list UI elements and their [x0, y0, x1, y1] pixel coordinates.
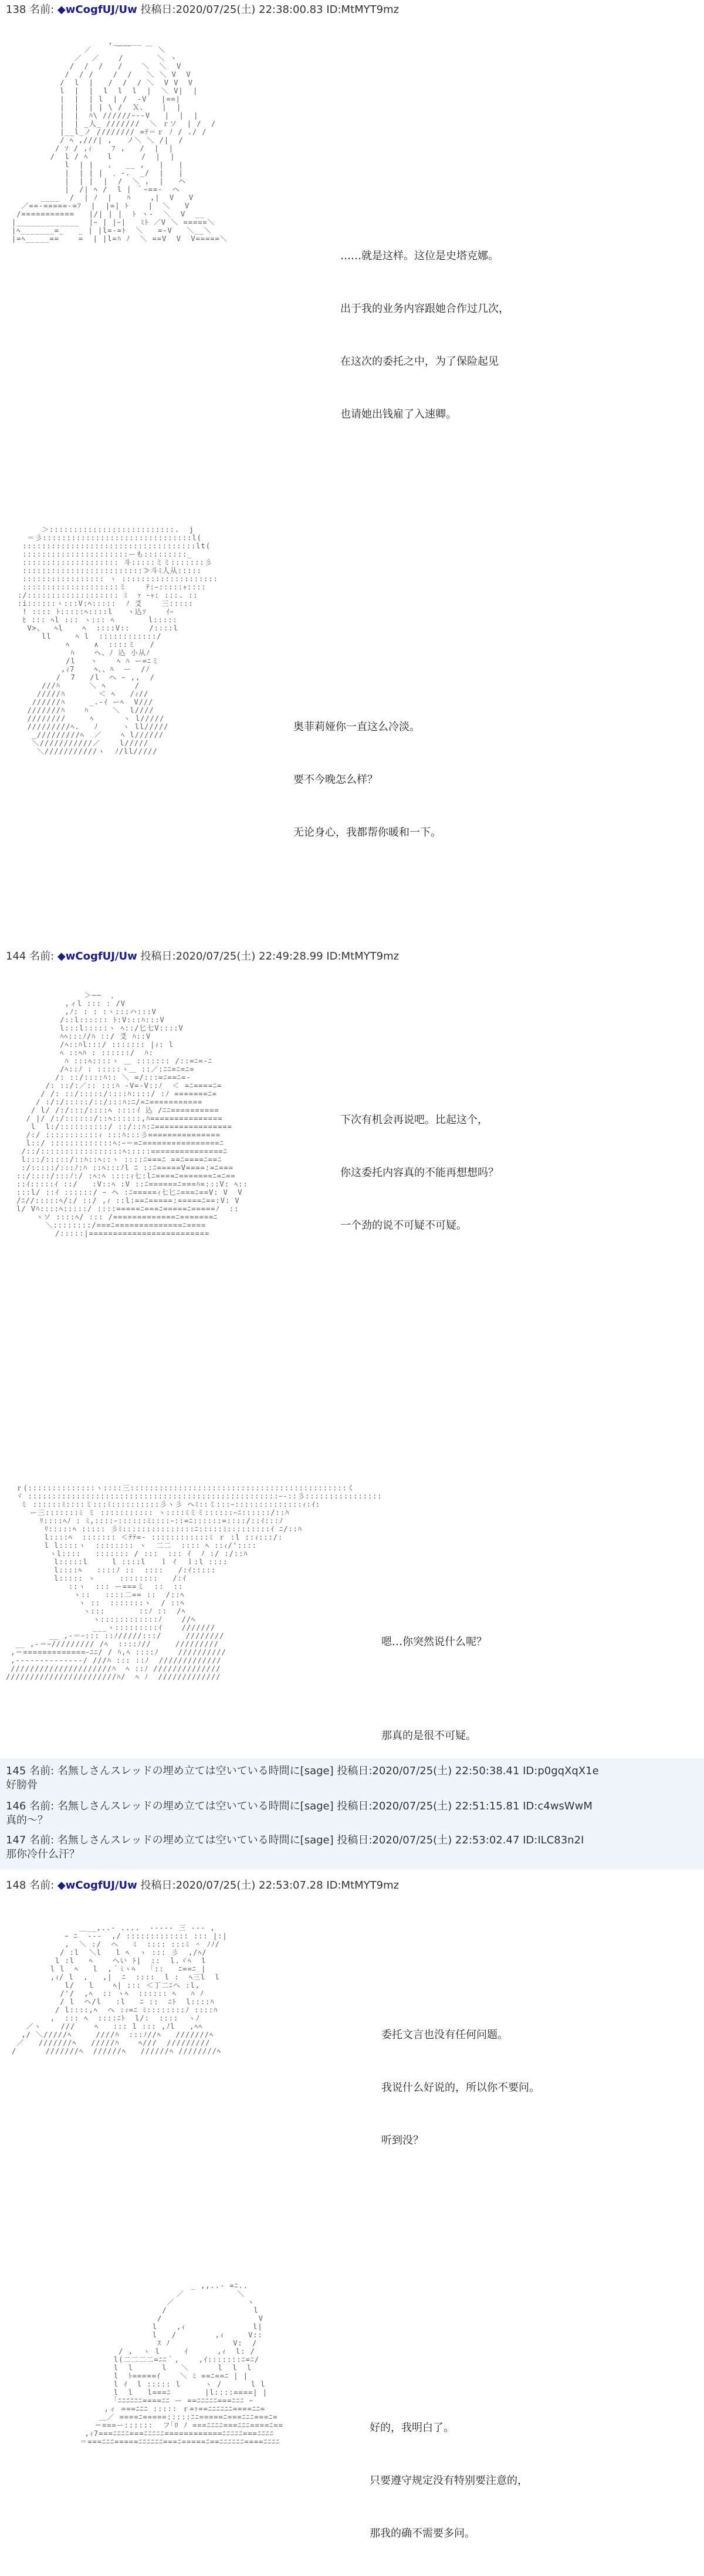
dialog-line: 听到没？	[381, 2134, 424, 2147]
dialog-line: 下次有机会再说吧。比起这个，	[340, 1114, 488, 1126]
dialog-block	[293, 683, 441, 859]
dialog-block	[381, 1991, 540, 2167]
reply-block	[0, 1758, 704, 1870]
name-label: 名前:	[29, 1879, 55, 1892]
poster-name: ◆wCogfUJ/Uw	[57, 4, 137, 16]
ascii-art-figure: _ ,,..- =ﾆ.. ／ ＼ ／ ヽ / l / V l ,ｨ l| l / ,ｨ V:: ｽ ﾉ V: / / , ヽ l ｲ ,ｨ l: / l(二二二二=ﾆﾆ｀, ,ｲ:::::::ﾆ=ﾆ/ l l l ＼ l l l l ﾄ=====ｲ ＼ ﾐ ==ﾆ==ﾆ | | l ｲ l ::::: l ヽ / l l l l l===ﾆ |l::::====| | ｢ﾆﾆﾆﾆﾆﾆ====ﾆﾆ ー ==ﾆﾆﾆﾆﾆ===ﾆﾆﾆ ｰ ,ィ ===ﾆﾆﾆ ::::: ｒ=ｧ==ﾆﾆﾆﾆﾆﾆ====ﾆﾆ= ＿／ ====ﾆ=====:::::ﾆﾆ=====ﾆ===ﾆﾆﾆ===ﾆ= ＝===ー:::::: フ｢ﾛ ﾉ ===ﾆﾆﾆﾆ===ﾆﾆﾆ====ﾆ== ,ｨ7===ﾆﾆﾆﾆ===ﾆﾆﾆﾆﾆ============ﾆﾆﾆﾆﾆ===ﾆﾆﾆﾆ ＝===ﾆﾆﾆ=====ﾆﾆﾆﾆﾆﾆ===ﾆ=====ﾆ==ﾆﾆﾆﾆﾆﾆ====ﾆﾆﾆﾆ	[80, 2282, 283, 2446]
reply-body: 那你冷什么汗？	[6, 1848, 80, 1860]
dialog-line: 一个劲的说不可疑不可疑。	[340, 1219, 467, 1232]
post-number: 144	[6, 950, 26, 962]
dialog-line: 只要遵守规定没有特别要注意的，	[370, 2475, 528, 2487]
dialog-line: 要不今晚怎么样？	[293, 774, 378, 786]
ascii-art-figure: ｒ(::::::::::::::ヽ::::三:::::::::::::::::::::::::::::::::::::::::::::く ヾ ::::::::::::::::::::::::::::::::::::::::::::::::::::ｰ-::彡:::::::::::::::: ミ ::::::ﾐ::::ミ:::ﾐ::::::::::彡ヽ彡 ヘﾐ::ミ:::ｰ::::::::::::::ｨ:ｲ: ー三:::::::ﾐ ミ ::::::::::: ヽ::::ﾐミミ::::::ｰﾆ::::::/::ﾊ ﾘ::::ﾍﾉ : ﾐ,::::ｰ::::::ﾐ::::ｰ::=ﾆ::::::=::::/::ｲ:::ﾉ ﾘ:::::ﾍ ::::: 彡ﾐ:::::::::::::::ﾆ:::::ﾐ:::::::::ｲ ﾆ/::ﾊ l::::ﾍ ::::::: ＜ﾃﾃ=- ::::::::::::ﾐ ｒ :l ::ｨ:::/: l l::::ヽ :::::::: ヽ 二二 :::: ﾍ ::ｨ/':::: ヽl:::: ::::::: / ::: ::: ｲ ﾉ :/ :/::ﾊ l:::::l l ::::l ｌ ｲ ｌ:l :::: l::::ﾍ ::::ﾉ :: :::: /:ｲ::::: l::::: ヽ :::::::: /:ｲ ::ヽ ::: ー===ミ :: :: ヽ:: ::::二== :: /::ﾍ ヽ :: :::::::ヽ / ::ﾍ ヽ::: ::ﾉ :: /ﾍ ヽ::::::::::::ﾉ //ﾍ ___ヽ:::::::::ｲ /////// __ ,-＝ｰ::: ::ﾉ/////:::/ //////// __ ,-＝ｰ///////// /ﾍ ::::ﾉ// ///////// ,＝=============ｰﾆﾆ/ / ﾊ,ﾍ ::::ﾉ ////////// ,--------------/ ///ﾊ ::: ::ﾉ ///////////// /////////////////////ﾊ ﾍ ::ﾉ ////////////// ///////////////////////ﾊ/ ﾍ ﾉ /////////////	[6, 1484, 383, 1681]
dialog-block	[340, 212, 509, 441]
poster-name: ◆wCogfUJ/Uw	[57, 950, 137, 962]
dialog-line: 好的，我明白了。	[370, 2422, 454, 2434]
post-header-148	[6, 1879, 399, 1892]
dialog-line: 出于我的业务内容跟她合作过几次，	[340, 303, 509, 315]
dialog-line: 那真的是很不可疑。	[381, 1730, 476, 1742]
name-label: 名前:	[29, 4, 55, 16]
reply-header: 147 名前: 名無しさんスレッドの埋め立ては空いている時間に[sage] 投稿日:2020/07/25(土) 22:53:02.47 ID:ILC83n2I	[6, 1834, 584, 1846]
post-number: 138	[6, 4, 26, 16]
reply-post	[6, 1799, 593, 1828]
reply-post	[6, 1833, 584, 1862]
name-label: 名前:	[29, 950, 55, 962]
dialog-block	[370, 2384, 528, 2560]
poster-name: ◆wCogfUJ/Uw	[57, 1879, 137, 1892]
reply-body: 好膀骨	[6, 1779, 38, 1791]
reply-post	[6, 1764, 599, 1792]
post-number: 148	[6, 1879, 26, 1892]
ascii-art-figure: ,______ ／ ￣￣ ￣ ＼ ／ ／ / ＼ ヽ / / / / ＼ ＼ V / / / / / ＼ ＼ V V / l | / / / ＼ V V V l | | l l l | ＼ V| | | | | l | / -V |==| | | | | \ / Ｘ、 | | | | ﾊ\ //////ｰ--V | | | | | _人_ /////// ＼ ｒソ | / / |__l_ノ //////// =ﾃ＝ｒ ﾉ / ./ / / ﾍ ,///| , ノ＼ ＼ /| / / ｿ / ,ｨ ﾌ , / | | / l / ﾍ l / | | l | | 、 __ , | | | | | | ．-. _/ | | | | | | / ＼ , | ヘ | /| ﾍ / l | ｀ｰ==- ヘ ____ / | ﾉ | ﾊ ,| V V ／==-=====-=ﾌ | |=| ﾄ | ＼ V /=========== |/| | | ﾄ ヽ- ＼ V __ |_____________ |ｰ | |ｰ| ﾐﾄ ／V ＼ =====＼ |ﾍ_______=_ _ | |l=-=ﾄ ＼ =-V ＼__＼ |=ﾍ_____== = | |l=ﾊ ﾉ ＼ ==V V V=====＼	[12, 38, 228, 243]
dialog-line: 我说什么好说的，所以你不要问。	[381, 2082, 540, 2094]
dialog-line: 也请她出钱雇了入速卿。	[340, 408, 456, 421]
post-meta: 投稿日:2020/07/25(土) 22:38:00.83 ID:MtMYT9mz	[140, 4, 400, 16]
post-header-144	[6, 950, 399, 963]
post-meta: 投稿日:2020/07/25(土) 22:53:07.28 ID:MtMYT9mz	[140, 1879, 400, 1892]
ascii-art-figure: ＞::::::::::::::::::::::::::. j ＝彡:::::::::::::::::::::::::::::::l( ::::::::::::::::::::::::::::::::::::lt( ::::::::::::::::::::::ーも:::::::::_ :::::::::::::::::::: 斗:::::ミミ:::::::彡 :::::::::::::::::::::::::≫斗ﾐ人从::::: ::::::::::::::::: ヽ :::::::::::::::::::: ::::::::::::::::::::ミ ﾃ:ｰ:::::ｬ:::: :/::::::::::::::::::: ﾐ ｧ ｰｬ: :::. :: :i::::::ヽ:::V:ﾍ::::: ﾉ 爻 三::::: ! :::: ﾄ:::::ﾍ::::l ヽ込ｿ ｲｰ ﾋ ::: ﾍl ::: ヽ::: ﾍ l::::: V>、 ﾍl ﾍ ::::V:: /::::l ll ﾍ l ::::::::::::/ ﾍ ∧ ::::ミ / ﾊ ヘ、ﾉ 込 小从ﾉ /l ヽ ﾍ ﾊ ー=ﾆミ ,ｨ7 ﾍ、、ﾊ ー /ﾉ / 7 /l ヘ ｰ ,, / ///ﾊ ＼ ﾍ / /////ﾊ ＜ ﾍ /ｨ// //////ﾊ _.-ｲ ーﾍ V/// ///////ﾊ ﾊ ＼ l//// //////// ﾍ ヽ l///// /////////ﾍ. ﾉ ヽ ll///// _/////////ﾍ ／ ﾍ l////// ＼///////////／ l///// ＼///////////ヽ ﾉ/ll/////	[18, 526, 218, 755]
dialog-line: 那我的确不需要多问。	[370, 2527, 475, 2540]
reply-body: 真的～？	[6, 1814, 48, 1826]
dialog-line: ……就是这样。这位是史塔克娜。	[340, 250, 499, 262]
post-header-138	[6, 4, 399, 16]
dialog-block	[340, 1076, 499, 1252]
dialog-line: 无论身心，我都帮你暖和一下。	[293, 826, 441, 839]
ascii-art-figure: ＿__,..- .... ----- 三 --- , ｰ ﾆ --- ,/ ::::::::::::: ::: |:| , ＼ :/ ヘ ﾐ :::: :::ﾐ ＾ ﾉﾉ/ / :l ＼l l ﾍ ヽ ::: 彡 ,/ﾍ/ l :l ﾍ ヘい ﾄ| :: l.ゞﾍ l l l ﾍ l ,｀ﾐヽﾍ ｢:: ﾆ==ﾆ | ,ｨ/ l , ,| ﾆ :::: l : ﾍ三l l l/ l ﾍ| ::: ＜丁二ﾆヘ :l, /'/ ,ﾍ :: ヽﾍ :::::: ﾍ ﾊ ﾉ / l ヘ/l :l ﾆ :: ﾆﾄ l::::ﾊ / l::::,ﾍ ヘ :ｨ=ﾆ ﾐ::::::::ﾉ ::::ﾊ , ::: ﾍ ::::ﾆﾄ l/: :::: ヽﾉ ／ヽ /// ﾍ ::: l ::: ,ﾉl ,ﾍﾍ ,/ ＼/////ﾍ ////ﾊ :::ﾉ//ﾍ ///////ﾍ ／ ///////ﾍ /////ﾊ ﾍ/// ///////// / ///////ﾍ //////ﾍ //////ﾍ ////////ﾍ	[12, 1924, 228, 2055]
dialog-line: 嗯…你突然说什么呢？	[381, 1636, 487, 1648]
ascii-art-figure: ＞── ， ,ィl ::: : /V ,ﾉ: : : :ヽ:::ハ:::V /::l:::::: ﾄ:V:::ﾊ:::V l:::l:::::ヽ ﾍ::/匕七V::::V ﾊﾍ:::ﾉ/ﾊ ::/ 爻 ﾊ::V /ﾍ::ﾊl:::/ ::::::: |ｨ: l ﾍ ::ﾍﾊ : ::::::/ ﾊ: ﾊ :::ﾍ::::ヽ ＿ ::::::: /::=ﾆ=-ﾆ /ﾍ::ﾉ : :::::ヽ＿ ::／:ﾆﾆ=ﾆ=ﾆ= /: ::/::::ﾊ:: ＼ =/:::=ﾆ==ﾆ=- /: ::/:／:: :::ﾊ -V=-V::ﾉ ＜ =ﾆ====ﾆ= / /: ::/:::::/::::ﾊ::::/ :ﾉ =======ﾆ= / :/:/:::::/::/:::ﾊ:ﾆ/=ﾆ=========== / l/ /:/:::/::::ﾍ ::::ｲ 込 /ﾆﾆ========== / |/ /:/::::::/::ﾍ::::::,ﾊ=============== l l:/::::::::::/ ::/::ﾊ:ﾆ================ /:/ :::::::::::ｨ :::ﾊ:::彡=============== l::/ :::::::::::::ﾍ:ｰ＝=ﾆ================ﾆ /::/:::::::::::::::::ﾍ:::::===============ﾆ l:::/:::::/::ﾊ::ﾍ::ヽ ::::ﾆ===ﾆ ==ﾆ====ﾆ==ﾆ :/:::::/:::ﾉ:ﾊ ::ﾍ:::ﾉl ﾆ ::ﾆ=====V====:=ﾆ=== ::/::::/:::ﾉ:/ :ﾍ:ﾍ ::::ｨ七:lﾆ====ﾆ=======ﾆ=ﾆ== ::ｲ:::::ｲ ::/ :V::ﾍ :V ::ﾆ======ﾆ===ﾊ=:::V: ﾍ:: :::l/ ::ｲ ::::::/ ｰ ヘ :ﾆ=====ｨ七匕ﾆ===ﾆ==V: V V /ﾆ//:::::ﾍ/:/ ::/ ,ｨ ::l:==ﾆ=====:=====ﾆ==:V: V l/ Vﾊ::::ﾍ:::::/ ::::=====ﾆ===ﾆ=====ﾆ=====ﾉ :: ヽソ ::::ﾍ/ ::: /=============ﾆ=======ﾆ ＼::::::::/===ﾆ==============ﾆ==== /:::::|=========================	[16, 991, 248, 1238]
reply-header: 146 名前: 名無しさんスレッドの埋め立ては空いている時間に[sage] 投稿日:2020/07/25(土) 22:51:15.81 ID:c4wsWwM	[6, 1800, 593, 1812]
post-meta: 投稿日:2020/07/25(土) 22:49:28.99 ID:MtMYT9mz	[140, 950, 400, 962]
dialog-line: 奥菲莉娅你一直这么冷淡。	[293, 721, 420, 733]
dialog-line: 在这次的委托之中，为了保险起见	[340, 355, 499, 368]
reply-header: 145 名前: 名無しさんスレッドの埋め立ては空いている時間に[sage] 投稿日:2020/07/25(土) 22:50:38.41 ID:p0gqXqX1e	[6, 1765, 599, 1777]
dialog-block	[381, 1598, 487, 1762]
dialog-line: 你这委托内容真的不能再想想吗？	[340, 1167, 499, 1179]
dialog-line: 委托文言也没有任何问题。	[381, 2029, 508, 2041]
